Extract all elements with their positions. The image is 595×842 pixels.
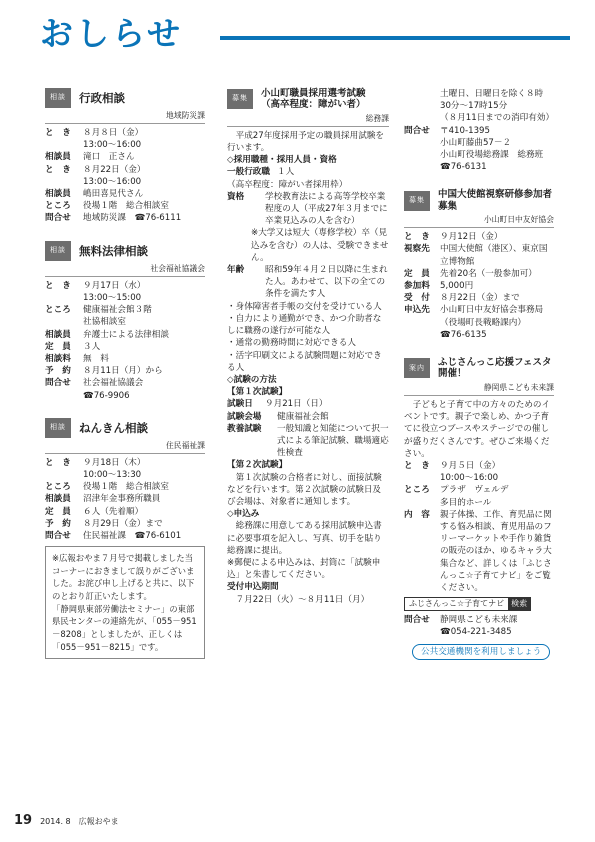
info-row xyxy=(45,457,205,469)
row-value: ８月22日（金） xyxy=(83,164,146,175)
row-value: 親子体操、工作、育児品に関する悩み相談、育児用品のフリーマーケットや手作り雑貨の販売のほか、ゆるキャラ大集合など、詳しくは「ふじさんっこ☆子育てナビ」をご覧ください。 xyxy=(440,509,552,593)
row-value: 〒410-1395 xyxy=(440,125,490,136)
info-row xyxy=(404,88,554,112)
correction-notice: ※広報おやま７月号で掲載しました当コーナーにおきまして誤りがございました。お詫び申し上げると共に、以下のとおり訂正いたします。 「静岡県東部労働法セミナー」の東部県民センターの連絡先が、「055－951－8208」としましたが、正しくは「055－951－8215」です。 xyxy=(45,546,205,659)
row-label: と き xyxy=(45,457,71,468)
info-row xyxy=(404,304,554,328)
info-row xyxy=(404,137,554,149)
row-label: 相談員 xyxy=(45,494,71,505)
info-row xyxy=(45,481,205,493)
row-value: 学校教育法による高等学校卒業程度の人（平成27年３月までに卒業見込みの人を含む） xyxy=(265,191,388,227)
info-row xyxy=(404,484,554,496)
row-label xyxy=(404,497,440,509)
row-label xyxy=(404,88,440,112)
info-row xyxy=(227,191,389,228)
row-label: ところ xyxy=(45,201,71,212)
section-fuji xyxy=(404,357,554,660)
row-value: ３人 xyxy=(83,341,101,352)
row-label xyxy=(404,137,440,149)
row-value: 一般知識と知能について択一式による筆記試験、職場適応性検査 xyxy=(277,423,389,459)
row-value: ☎76-9906 xyxy=(83,390,130,401)
row-value: ９月21日（日） xyxy=(265,399,328,410)
row-label: 試験会場 xyxy=(227,411,262,422)
row-value: 健康福祉会館 xyxy=(277,411,329,422)
category-tag: 相談 xyxy=(45,88,71,108)
row-value: 沼津年金事務所職員 xyxy=(83,494,161,505)
row-label: 試験日 xyxy=(227,399,253,410)
row-label: ところ xyxy=(404,485,430,496)
row-label: 予 約 xyxy=(45,366,71,377)
row-label: 相談員 xyxy=(45,329,71,340)
info-row xyxy=(45,390,205,402)
row-label: と き xyxy=(404,232,430,243)
subheading: 【第１次試験】 xyxy=(227,387,288,398)
section-org: 静岡県こども未来課 xyxy=(404,380,554,396)
info-row xyxy=(404,472,554,484)
row-value: ９月18日（木） xyxy=(83,457,146,468)
info-row xyxy=(404,280,554,292)
info-row xyxy=(227,411,389,423)
paragraph: 第１次試験の合格者に対し、面接試験などを行います。第２次試験の試験日及び会場は、対象者に通知します。 xyxy=(227,472,382,507)
row-label xyxy=(404,112,440,124)
page-header xyxy=(40,14,560,54)
row-value: 13:00～15:00 xyxy=(83,292,142,303)
transit-pill: 公共交通機関を利用しましょう xyxy=(412,644,550,660)
section-title: 無料法律相談 xyxy=(79,243,148,258)
subheading: ◇採用職種・採用人員・資格 xyxy=(227,155,337,166)
row-label: と き xyxy=(404,460,430,471)
page-number: 19 xyxy=(14,812,33,828)
info-row xyxy=(45,304,205,316)
info-row xyxy=(45,176,205,188)
info-row xyxy=(404,509,554,594)
info-row xyxy=(45,316,205,328)
section-title: 小山町職員採用選考試験 （高卒程度：障がい者） xyxy=(261,88,366,111)
subheading: 受付申込期間 xyxy=(227,582,279,593)
info-row xyxy=(227,423,389,460)
paragraph: ・自力により通勤ができ、かつ介助者なしに職務の遂行が可能な人 xyxy=(227,313,382,337)
row-value: 5,000円 xyxy=(440,281,474,292)
info-row xyxy=(45,188,205,200)
info-row xyxy=(45,365,205,377)
row-label: と き xyxy=(45,164,71,175)
paragraph: 平成27年度採用予定の職員採用試験を行います。 xyxy=(227,130,385,154)
row-label: 問合せ xyxy=(45,213,71,224)
row-value: 役場１階 総合相談室 xyxy=(83,482,169,493)
column-3 xyxy=(404,88,554,676)
row-value: 小山町役場総務課 総務班 xyxy=(440,150,544,161)
row-value: ６人（先着順） xyxy=(83,506,144,517)
section-org: 社会福祉協議会 xyxy=(45,261,205,277)
column-1 xyxy=(45,88,205,675)
row-label: 参加料 xyxy=(404,281,430,292)
row-label xyxy=(404,161,440,173)
row-label: 教養試験 xyxy=(227,423,262,434)
paragraph: ※大学又は短大（専修学校）卒（見込みを含む）の人は、受験できません。 xyxy=(251,228,389,263)
row-label: 一般行政職 xyxy=(227,167,270,178)
info-row xyxy=(45,200,205,212)
paragraph: ７月22日（火）～８月11日（月） xyxy=(227,594,370,605)
row-value: 嶋田喜見代さん xyxy=(83,189,144,200)
section-saiyo xyxy=(227,88,389,606)
row-value: 無 料 xyxy=(83,353,109,364)
row-value: ８月８日（金） xyxy=(83,128,144,139)
row-value: 役場１階 総合相談室 xyxy=(83,201,169,212)
info-row xyxy=(404,497,554,509)
row-label xyxy=(45,316,83,328)
row-value: ９月12日（金） xyxy=(440,232,503,243)
search-tag xyxy=(404,597,531,610)
column-2 xyxy=(227,88,389,622)
section-gyosei xyxy=(45,88,205,225)
info-row xyxy=(45,127,205,139)
info-row xyxy=(227,398,389,410)
row-label: 問合せ xyxy=(45,378,71,389)
subheading: ◇申込み xyxy=(227,509,260,520)
row-value: ８月11日（月）から xyxy=(83,366,163,377)
section-org: 小山町日中友好協会 xyxy=(404,212,554,228)
info-row xyxy=(404,231,554,243)
paragraph: ・通常の勤務時間に対応できる人 xyxy=(227,338,356,349)
row-label: 申込先 xyxy=(404,305,430,316)
row-label: 視察先 xyxy=(404,244,430,255)
info-row xyxy=(45,377,205,389)
row-label: 定 員 xyxy=(404,268,430,279)
info-row xyxy=(45,353,205,365)
row-value: 中国大使館（港区）、東京国立博物館 xyxy=(440,244,548,267)
row-label xyxy=(404,329,440,341)
info-row xyxy=(227,166,389,178)
row-label: 内 容 xyxy=(404,509,430,520)
section-nenkin xyxy=(45,418,205,659)
row-label xyxy=(45,176,83,188)
search-key: 検索 xyxy=(508,598,530,609)
page-title: おしらせ xyxy=(40,14,184,53)
row-label: 相談料 xyxy=(45,353,71,364)
info-row xyxy=(404,149,554,161)
row-label xyxy=(404,472,440,484)
row-label: 相談員 xyxy=(45,152,71,163)
section-title: ねんきん相談 xyxy=(79,420,148,435)
row-label: 受 付 xyxy=(404,293,430,304)
row-value: １人 xyxy=(277,167,295,178)
category-tag: 相談 xyxy=(45,241,71,261)
section-intro: 子どもと子育て中の方々のためのイベントです。親子で楽しめ、かつ子育てに役立つブースやステージでの催しが盛りだくさんです。ぜひご来場ください。 xyxy=(404,399,551,459)
row-label xyxy=(45,469,83,481)
row-label: 問合せ xyxy=(404,125,430,136)
header-rule xyxy=(220,36,570,40)
row-label: と き xyxy=(45,128,71,139)
info-row xyxy=(404,125,554,137)
row-value: 10:00～13:30 xyxy=(83,470,142,481)
paragraph: ・身体障害者手帳の交付を受けている人 xyxy=(227,301,382,312)
subheading: ◇試験の方法 xyxy=(227,374,277,385)
row-value: （８月11日までの消印有効） xyxy=(440,113,555,124)
row-label: 定 員 xyxy=(45,341,71,352)
row-value: 13:00～16:00 xyxy=(83,176,142,187)
info-row xyxy=(404,243,554,267)
section-org: 地域防災課 xyxy=(45,108,205,124)
row-value: 滝口 正さん xyxy=(83,152,135,163)
paragraph: （高卒程度：障がい者採用枠） xyxy=(227,179,348,190)
row-label xyxy=(45,390,83,402)
row-value: 静岡県こども未来課 xyxy=(440,614,518,625)
info-row xyxy=(45,518,205,530)
row-value: ９月５日（金） xyxy=(440,460,501,471)
info-row xyxy=(45,493,205,505)
section-org: 住民福祉課 xyxy=(45,438,205,454)
info-row xyxy=(45,292,205,304)
row-label: 予 約 xyxy=(45,518,71,529)
row-value: 昭和59年４月２日以降に生まれた人。あわせて、以下の全ての条件を満たす人 xyxy=(265,265,388,300)
info-row xyxy=(45,530,205,542)
row-value: 10:00～16:00 xyxy=(440,473,499,484)
info-row xyxy=(45,151,205,163)
category-tag: 募集 xyxy=(404,191,430,211)
subheading: 【第２次試験】 xyxy=(227,460,288,471)
row-value: 多目的ホール xyxy=(440,497,492,508)
section-title: 中国大使館視察研修参加者募集 xyxy=(438,189,553,212)
info-row xyxy=(404,292,554,304)
row-value: 小山町日中友好協会事務局（役場町長戦略課内） xyxy=(440,305,544,328)
row-label: 問合せ xyxy=(404,614,430,625)
row-value: 先着20名（一般参加可） xyxy=(440,268,537,279)
section-saiyo-cont xyxy=(404,88,554,173)
row-value: 社協相談室 xyxy=(83,317,126,328)
row-label xyxy=(45,139,83,151)
row-label: 定 員 xyxy=(45,506,71,517)
row-label xyxy=(45,292,83,304)
info-row xyxy=(45,164,205,176)
row-label: 問合せ xyxy=(45,531,71,542)
info-row xyxy=(45,280,205,292)
category-tag: 案内 xyxy=(404,358,430,378)
section-muryo xyxy=(45,241,205,402)
row-value: ☎76-6135 xyxy=(440,329,487,340)
paragraph: 総務課に用意してある採用試験申込書に必要事項を記入し、写真、切手を貼り総務課に提出。 xyxy=(227,521,382,556)
section-taishikan xyxy=(404,189,554,341)
row-label xyxy=(404,149,440,161)
info-row xyxy=(404,329,554,341)
info-row xyxy=(45,506,205,518)
row-value: ☎76-6131 xyxy=(440,162,487,173)
row-value: ９月17日（水） xyxy=(83,280,146,291)
page-footer xyxy=(14,812,119,830)
row-label: 相談員 xyxy=(45,189,71,200)
info-row xyxy=(404,268,554,280)
row-value: ☎054-221-3485 xyxy=(440,626,512,637)
row-value: 土曜日、日曜日を除く８時30分～17時15分 xyxy=(440,89,544,112)
row-value: 社会福祉協議会 xyxy=(83,378,144,389)
info-row xyxy=(45,469,205,481)
row-label: 資格 xyxy=(227,191,245,202)
info-row xyxy=(45,341,205,353)
info-row xyxy=(45,139,205,151)
category-tag: 相談 xyxy=(45,418,71,438)
section-org: 総務課 xyxy=(227,111,389,127)
row-value: 住民福祉課 ☎76-6101 xyxy=(83,531,182,542)
publication-name: 広報おやま xyxy=(78,816,119,826)
info-row xyxy=(404,161,554,173)
row-value: ８月22日（金）まで xyxy=(440,293,520,304)
row-label: と き xyxy=(45,280,71,291)
info-row xyxy=(45,329,205,341)
row-value: 小山町藤曲57－２ xyxy=(440,137,512,148)
row-label: ところ xyxy=(45,482,71,493)
info-row xyxy=(227,264,389,301)
row-label: 年齢 xyxy=(227,265,245,276)
row-value: 弁護士による法律相談 xyxy=(83,329,169,340)
row-label: ところ xyxy=(45,305,71,316)
section-title: ふじさんっこ応援フェスタ開催！ xyxy=(438,357,552,380)
row-value: 13:00～16:00 xyxy=(83,140,142,151)
info-row xyxy=(404,112,554,124)
info-row xyxy=(404,460,554,472)
category-tag: 募集 xyxy=(227,89,253,109)
row-value: 健康福祉会館３階 xyxy=(83,305,152,316)
section-title: 行政相談 xyxy=(79,90,125,105)
row-value: 地域防災課 ☎76-6111 xyxy=(83,213,182,224)
row-value: プラザ ヴェルデ xyxy=(440,485,509,496)
info-row xyxy=(45,212,205,224)
paragraph: ・活字印刷文による試験問題に対応できる人 xyxy=(227,350,382,373)
issue-date: 2014. 8 xyxy=(40,816,71,826)
search-term: ふじさんっこ☆子育てナビ xyxy=(409,599,505,609)
paragraph: ※郵便による申込みは、封筒に「試験申込」と朱書してください。 xyxy=(227,557,381,581)
row-value: ８月29日（金）まで xyxy=(83,518,163,529)
